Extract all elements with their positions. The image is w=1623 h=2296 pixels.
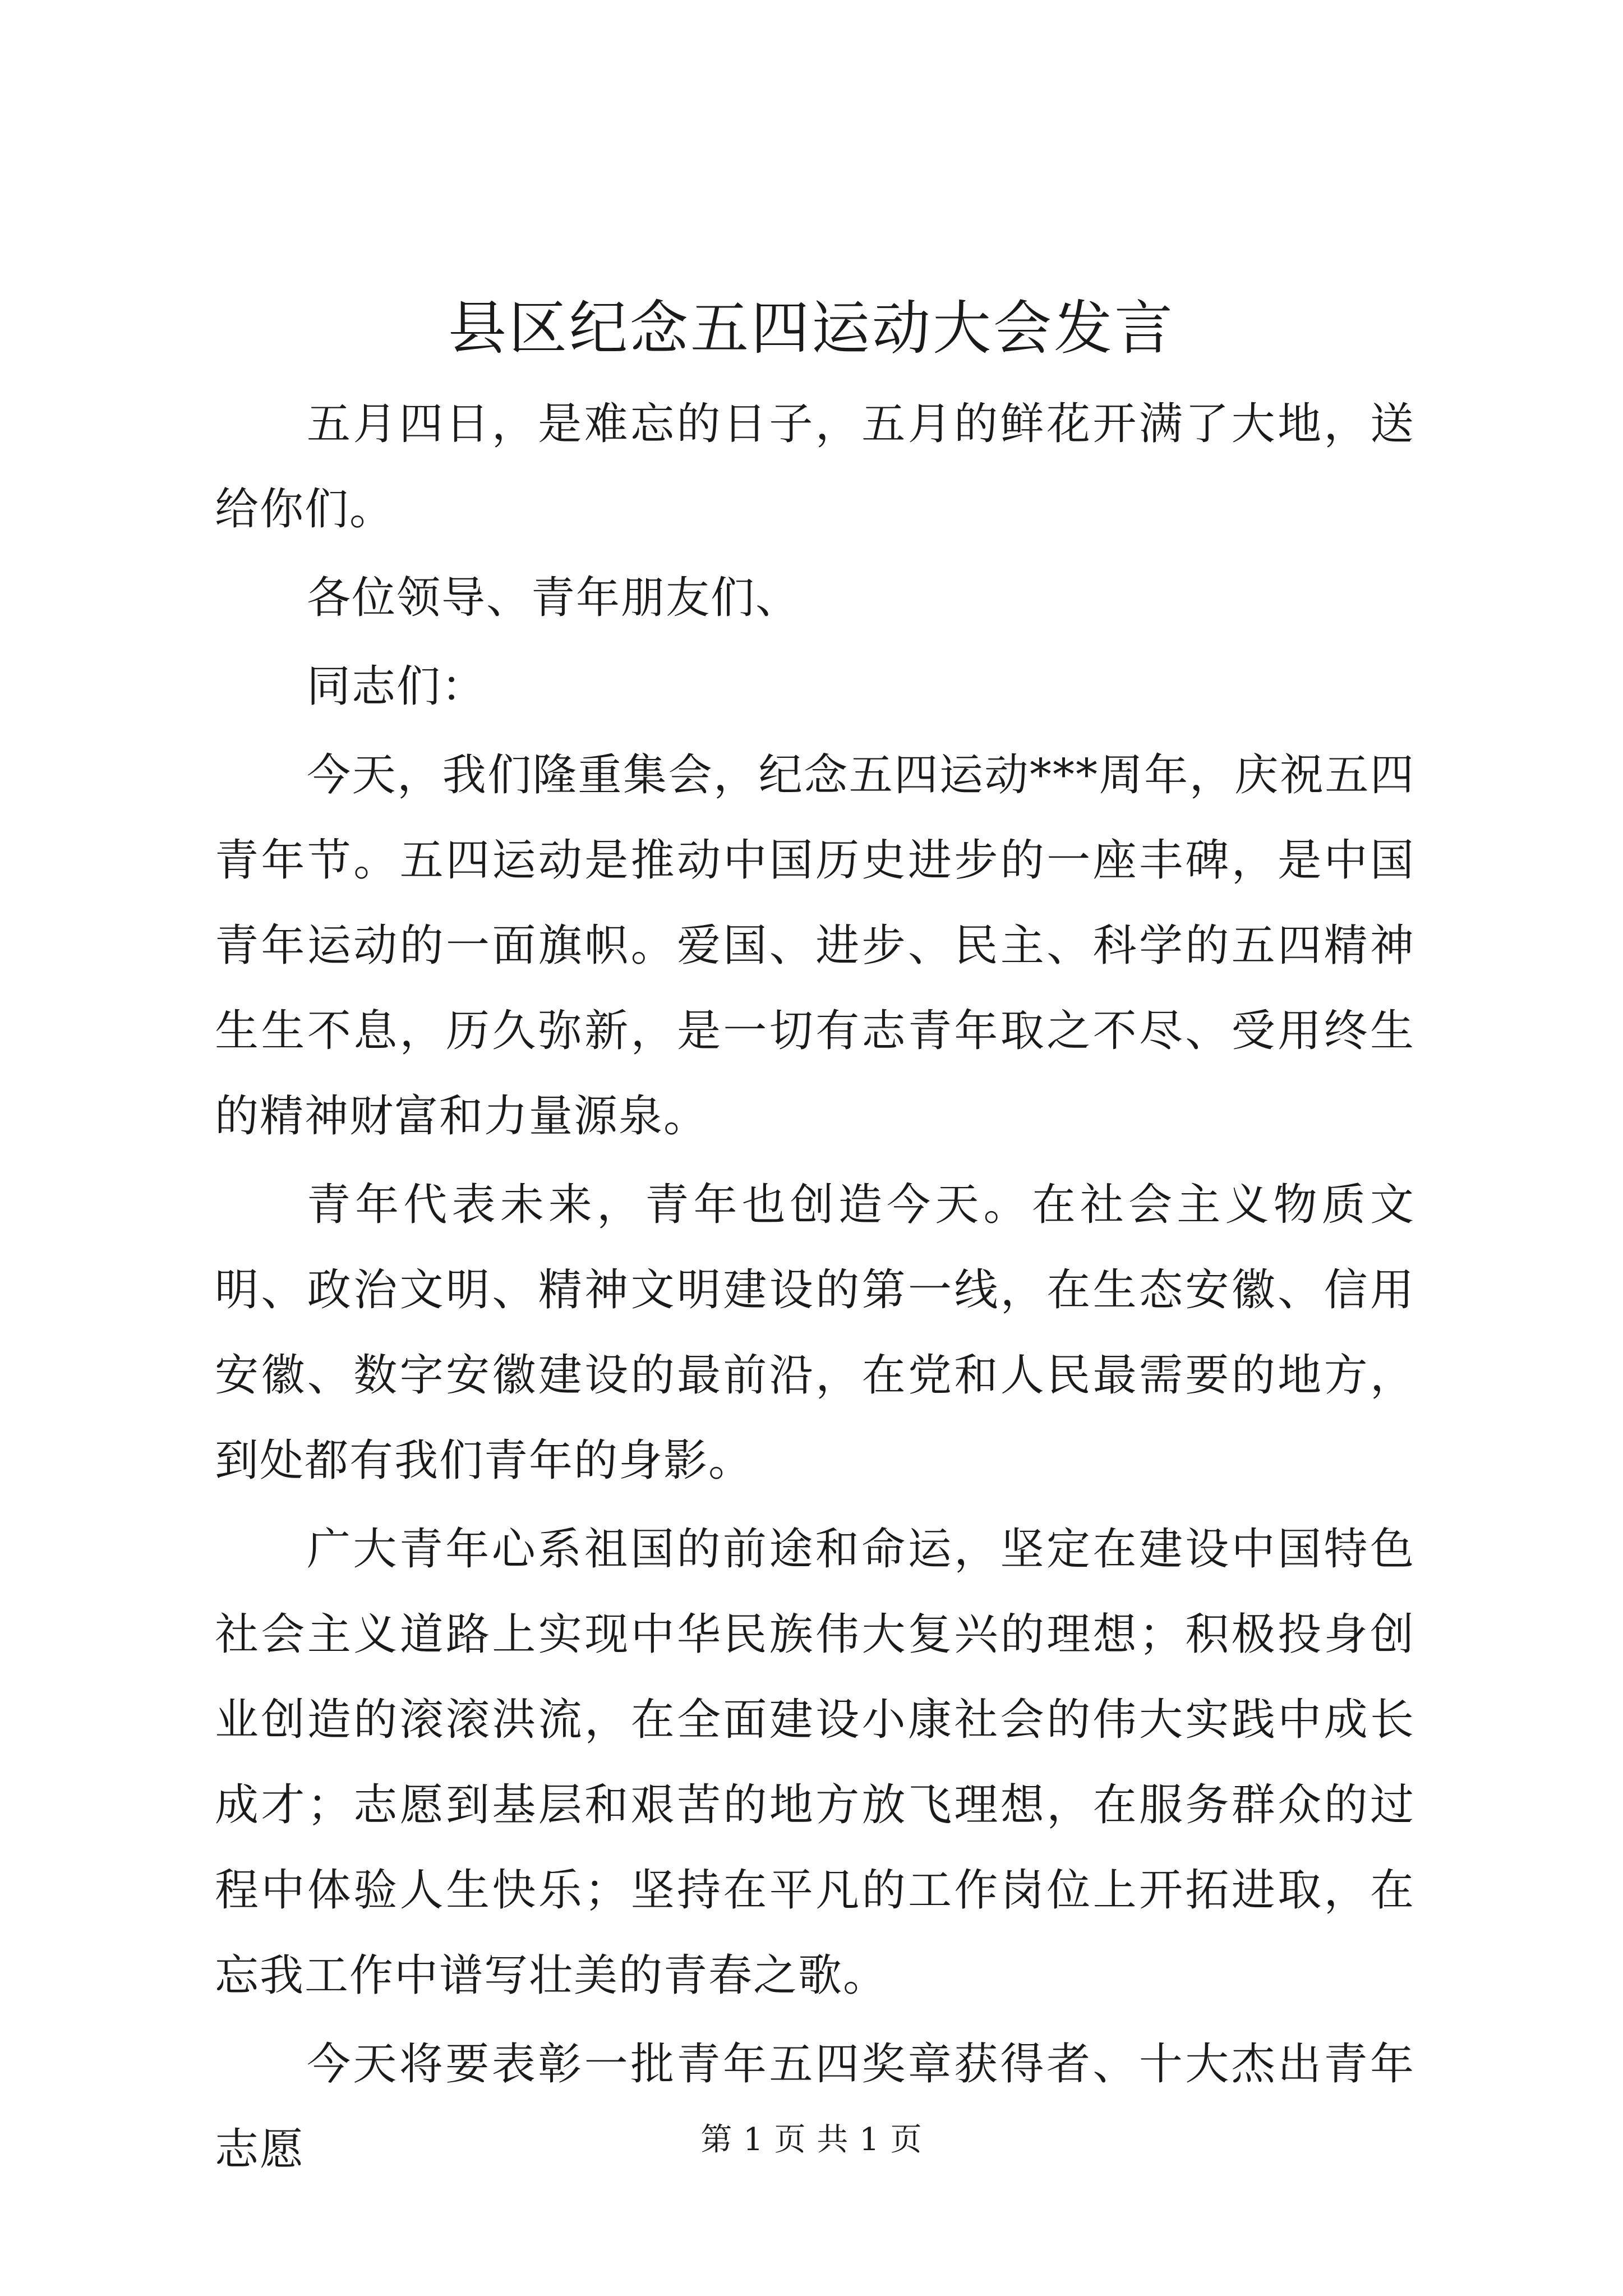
paragraph-3: 广大青年心系祖国的前途和命运，坚定在建设中国特色社会主义道路上实现中华民族伟大复兴的理想；积极投身创业创造的滚滚洪流，在全面建设小康社会的伟大实践中成长成才；志愿到基层和艰苦的地方放飞理想，在服务群众的过程中体验人生快乐；坚持在平凡的工作岗位上开拓进取，在忘我工作中谱写壮美的青春之歌。 — [215, 1524, 1415, 2001]
document-title: 县区纪念五四运动大会发言 — [448, 294, 1175, 362]
paragraph-greeting: 五月四日，是难忘的日子，五月的鲜花开满了大地，送给你们。 — [215, 399, 1415, 535]
paragraph-2: 青年代表未来，青年也创造今天。在社会主义物质文明、政治文明、精神文明建设的第一线，在生态安徽、信用安徽、数字安徽建设的最前沿，在党和人民最需要的地方，到处都有我们青年的身影。 — [215, 1180, 1415, 1486]
page-footer: 第 1 页 共 1 页 — [700, 2122, 923, 2158]
document-body — [215, 381, 1415, 2196]
paragraph-4: 今天将要表彰一批青年五四奖章获得者、十大杰出青年志愿 — [215, 2039, 1415, 2175]
paragraph-salutation-1: 各位领导、青年朋友们、 — [307, 573, 801, 623]
paragraph-1: 今天，我们隆重集会，纪念五四运动***周年，庆祝五四青年节。五四运动是推动中国历史进步的一座丰碑，是中国青年运动的一面旗帜。爱国、进步、民主、科学的五四精神生生不息，历久弥新，是一切有志青年取之不尽、受用终生的精神财富和力量源泉。 — [215, 750, 1415, 1142]
paragraph-salutation-2: 同志们： — [307, 661, 487, 712]
